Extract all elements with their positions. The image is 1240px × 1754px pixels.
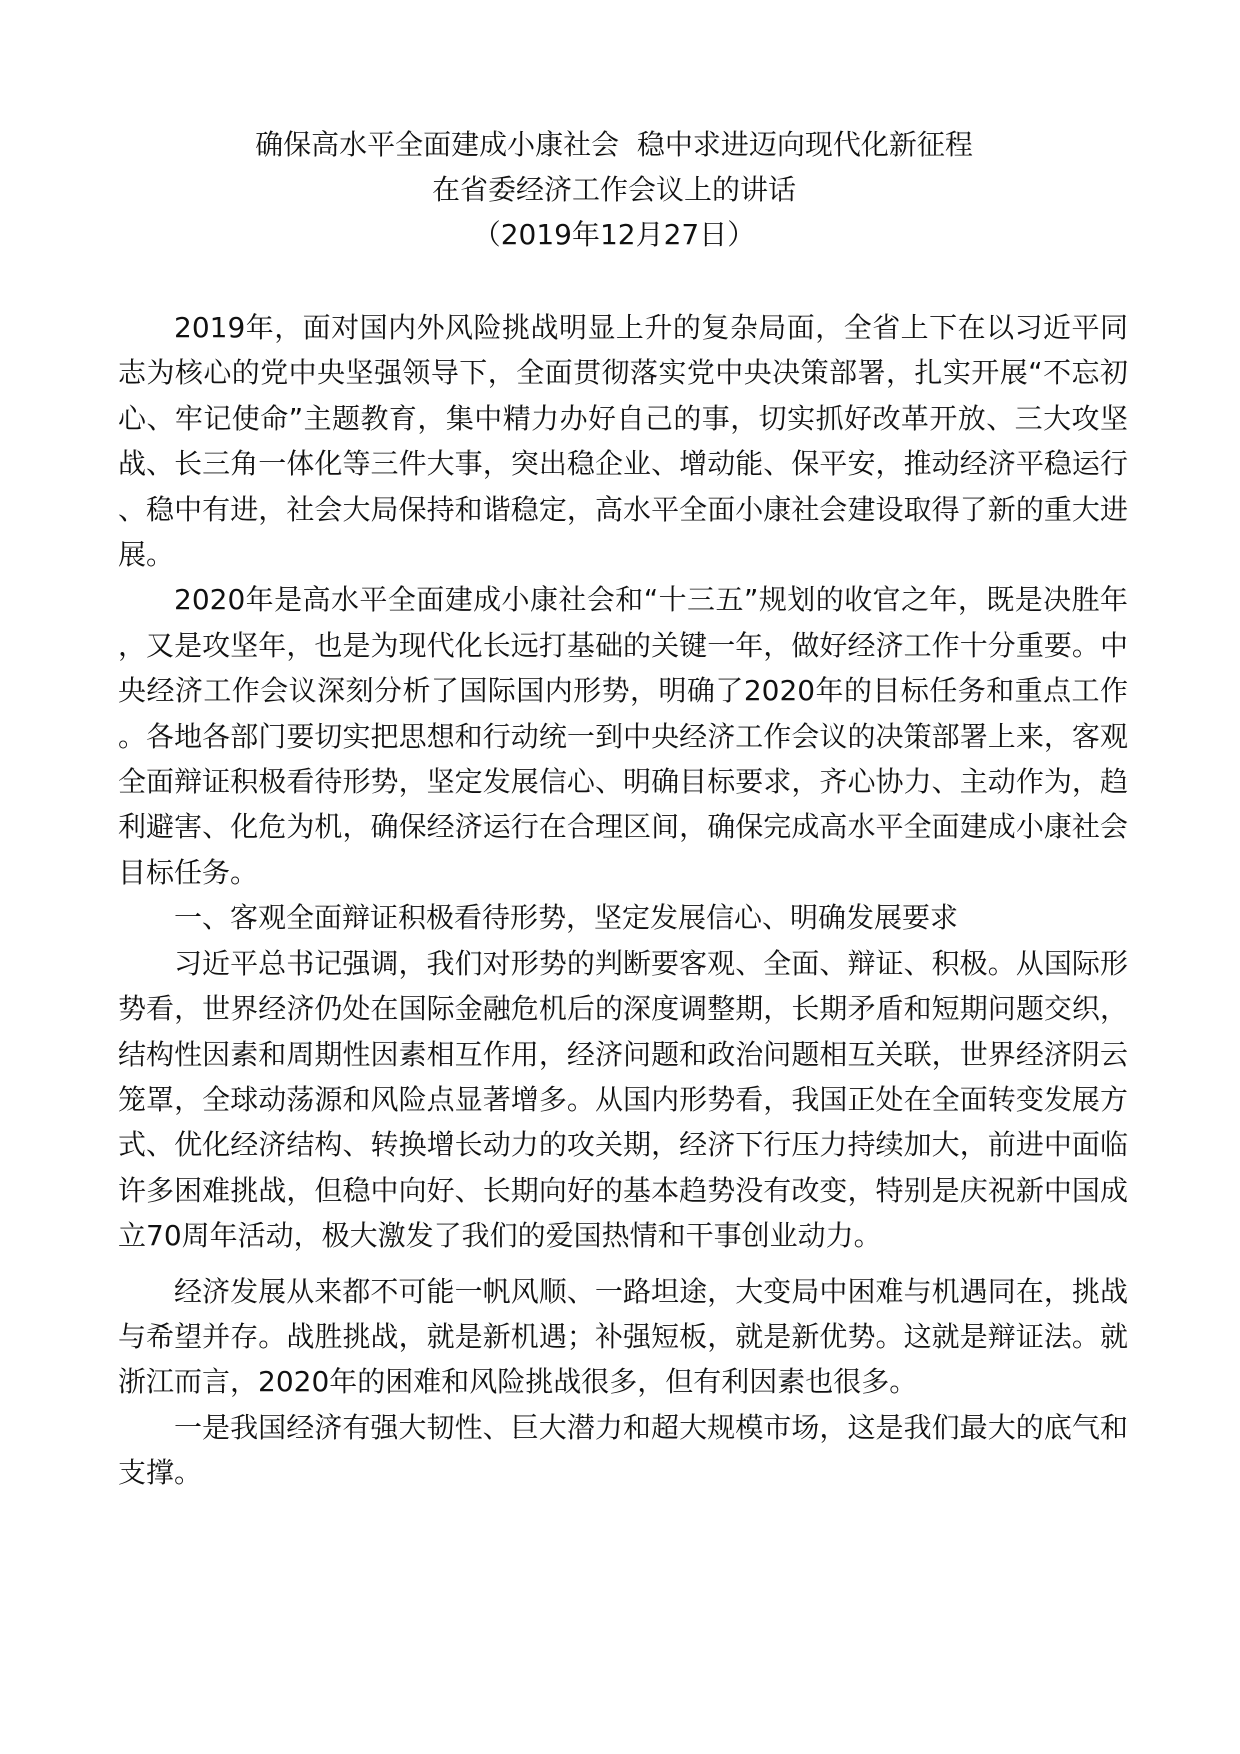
paragraph-1: 2019年，面对国内外风险挑战明显上升的复杂局面，全省上下在以习近平同志为核心的党中央坚强领导下，全面贯彻落实党中央决策部署，扎实开展“不忘初心、牢记使命”主题教育，集中精力办好自己的事，切实抓好改革开放、三大攻坚战、长三角一体化等三件大事，突出稳企业、增动能、保平安，推动经济平稳运行、稳中有进，社会大局保持和谐稳定，高水平全面小康社会建设取得了新的重大进展。: [118, 311, 1128, 572]
paragraph-4: 经济发展从来都不可能一帆风顺、一路坦途，大变局中困难与机遇同在，挑战与希望并存。战胜挑战，就是新机遇；补强短板，就是新优势。这就是辩证法。就浙江而言，2020年的困难和风险挑战很多，但有利因素也很多。: [118, 1274, 1128, 1399]
section-heading-1: 一、客观全面辩证积极看待形势，坚定发展信心、明确发展要求: [174, 901, 959, 935]
document-date: （2019年12月27日）: [472, 218, 756, 251]
document-page: [118, 122, 1128, 1496]
document-body: [118, 305, 1128, 1496]
paragraph-5: 一是我国经济有强大韧性、巨大潜力和超大规模市场，这是我们最大的底气和支撑。: [118, 1410, 1128, 1490]
document-header: [100, 122, 1128, 257]
paragraph-2: 2020年是高水平全面建成小康社会和“十三五”规划的收官之年，既是决胜年，又是攻坚年，也是为现代化长远打基础的关键一年，做好经济工作十分重要。中央经济工作会议深刻分析了国际国内形势，明确了2020年的目标任务和重点工作。各地各部门要切实把思想和行动统一到中央经济工作会议的决策部署上来，客观全面辩证积极看待形势，坚定发展信心、明确目标要求，齐心协力、主动作为，趋利避害、化危为机，确保经济运行在合理区间，确保完成高水平全面建成小康社会目标任务。: [118, 583, 1128, 889]
document-title: 确保高水平全面建成小康社会 稳中求进迈向现代化新征程: [255, 128, 973, 161]
document-subtitle: 在省委经济工作会议上的讲话: [431, 173, 796, 206]
paragraph-3: 习近平总书记强调，我们对形势的判断要客观、全面、辩证、积极。从国际形势看，世界经济仍处在国际金融危机后的深度调整期，长期矛盾和短期问题交织，结构性因素和周期性因素相互作用，经济问题和政治问题相互关联，世界经济阴云笼罩，全球动荡源和风险点显著增多。从国内形势看，我国正处在全面转变发展方式、优化经济结构、转换增长动力的攻关期，经济下行压力持续加大，前进中面临许多困难挑战，但稳中向好、长期向好的基本趋势没有改变，特别是庆祝新中国成立70周年活动，极大激发了我们的爱国热情和干事创业动力。: [118, 946, 1128, 1253]
